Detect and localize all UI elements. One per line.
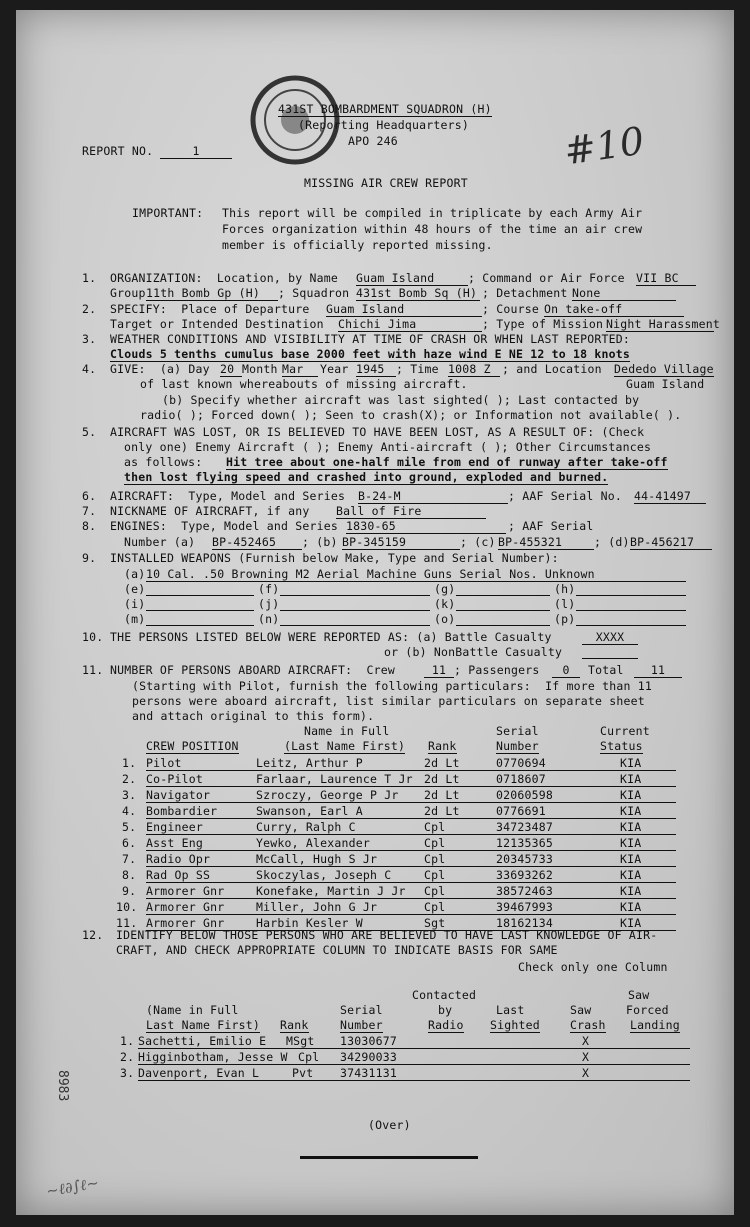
side-number: 8983 bbox=[55, 1070, 70, 1102]
crew-name: Swanson, Earl A bbox=[256, 804, 363, 818]
weapons-value: 10 Cal. .50 Browning M2 Aerial Machine Guns Serial Nos. Unknown bbox=[146, 567, 686, 582]
witness-header-contacted-top: Contacted bbox=[412, 988, 477, 1002]
weapons-letter-g: (g) bbox=[434, 582, 456, 596]
item-2-number: 2. bbox=[82, 302, 97, 316]
engines-label: ENGINES: Type, Model and Series bbox=[110, 519, 338, 533]
item-9-number: 9. bbox=[82, 551, 97, 565]
witness-header-forced-mid: Forced bbox=[626, 1003, 669, 1017]
target-value: Chichi Jima bbox=[338, 317, 482, 332]
crew-header-rank: Rank bbox=[428, 739, 457, 753]
weapons-line bbox=[146, 610, 254, 611]
witness-header-last-top: Last bbox=[496, 1003, 525, 1017]
crew-name: McCall, Hugh S Jr bbox=[256, 852, 378, 866]
crew-name: Yewko, Alexander bbox=[256, 836, 370, 850]
item-12-number: 12. bbox=[82, 928, 104, 942]
location-value: Dededo Village bbox=[614, 362, 714, 376]
row-line bbox=[146, 802, 676, 803]
row-line bbox=[146, 914, 676, 915]
crew-header-serial-top: Serial bbox=[496, 724, 539, 738]
aircraft-type-label: AIRCRAFT: Type, Model and Series bbox=[110, 489, 346, 503]
item-7-number: 7. bbox=[82, 504, 97, 518]
aircraft-serial-label: ; AAF Serial No. bbox=[508, 489, 622, 503]
organization-location: Guam Island bbox=[356, 271, 468, 286]
crew-status: KIA bbox=[620, 772, 642, 786]
struck-line bbox=[300, 1156, 478, 1159]
persons-line-2: (Starting with Pilot, furnish the following particulars: If more than 11 bbox=[132, 679, 653, 693]
crew-position: Armorer Gnr bbox=[146, 900, 225, 914]
total-count: 11 bbox=[634, 663, 682, 678]
item-1-label: ORGANIZATION: Location, by Name bbox=[110, 271, 338, 285]
item-3-number: 3. bbox=[82, 332, 97, 346]
important-line-1: This report will be compiled in triplicate by each Army Air bbox=[222, 206, 643, 220]
crew-serial: 12135365 bbox=[496, 836, 553, 850]
crew-status: KIA bbox=[620, 852, 642, 866]
witness-header-rank: Rank bbox=[280, 1018, 309, 1032]
witness-header-serial: Number bbox=[340, 1018, 383, 1032]
crew-row-number: 11. bbox=[116, 916, 138, 930]
time-label: ; Time bbox=[396, 362, 439, 376]
crew-header-status-top: Current bbox=[600, 724, 650, 738]
detachment-label: ; Detachment bbox=[482, 286, 568, 300]
important-line-2: Forces organization within 48 hours of the time an air crew bbox=[222, 222, 643, 236]
item-8-number: 8. bbox=[82, 519, 97, 533]
persons-line-4: and attach original to this form). bbox=[132, 709, 375, 723]
weapons-letter-o: (o) bbox=[434, 612, 456, 626]
crew-row-number: 4. bbox=[122, 804, 137, 818]
weapons-line bbox=[280, 625, 430, 626]
weapons-line bbox=[456, 625, 550, 626]
item-2-label: SPECIFY: Place of Departure bbox=[110, 302, 310, 316]
day-value: 20 bbox=[220, 362, 242, 377]
crew-status: KIA bbox=[620, 916, 642, 930]
witness-header-forced-top: Saw bbox=[628, 988, 650, 1002]
item-5-number: 5. bbox=[82, 425, 97, 439]
crew-serial: 02060598 bbox=[496, 788, 553, 802]
crew-rank: 2d Lt bbox=[424, 772, 460, 786]
crew-rank: 2d Lt bbox=[424, 756, 460, 770]
crew-name: Miller, John G Jr bbox=[256, 900, 378, 914]
weapons-line bbox=[576, 610, 686, 611]
weapons-letter-k: (k) bbox=[434, 597, 456, 611]
crew-row-number: 8. bbox=[122, 868, 137, 882]
weapons-letter-a: (a) bbox=[124, 567, 146, 581]
crew-name: Leitz, Arthur P bbox=[256, 756, 363, 770]
engine-d-value: BP-456217 bbox=[630, 535, 712, 550]
battle-casualty-mark: XXXX bbox=[582, 630, 638, 645]
squadron-label: ; Squadron bbox=[278, 286, 350, 300]
squadron-name: 431ST BOMBARDMENT SQUADRON (H) bbox=[278, 102, 492, 116]
handwritten-mark: #10 bbox=[561, 118, 647, 174]
crew-name: Skoczylas, Joseph C bbox=[256, 868, 392, 882]
crew-row-number: 5. bbox=[122, 820, 137, 834]
witness-serial: 37431131 bbox=[340, 1066, 397, 1080]
crew-rank: Cpl bbox=[424, 820, 446, 834]
lost-line-2: only one) Enemy Aircraft ( ); Enemy Anti-aircraft ( ); Other Circumstances bbox=[124, 440, 652, 454]
crew-name: Konefake, Martin J Jr bbox=[256, 884, 406, 898]
time-value: 1008 Z bbox=[448, 362, 500, 377]
row-line bbox=[146, 834, 676, 835]
give-line-4: radio( ); Forced down( ); Seen to crash(X); or Information not available( ). bbox=[140, 408, 682, 422]
crew-name: Farlaar, Laurence T Jr bbox=[256, 772, 413, 786]
witness-header-crash-top: Saw bbox=[570, 1003, 592, 1017]
crew-serial: 38572463 bbox=[496, 884, 553, 898]
crew-serial: 34723487 bbox=[496, 820, 553, 834]
crew-status: KIA bbox=[620, 884, 642, 898]
engine-b-value: BP-345159 bbox=[342, 535, 460, 550]
engine-c-label: ; (c) bbox=[460, 535, 496, 549]
crew-count: 11 bbox=[424, 663, 454, 678]
detachment-value: None bbox=[572, 286, 676, 301]
engines-type-value: 1830-65 bbox=[346, 519, 506, 534]
crew-rank: Cpl bbox=[424, 868, 446, 882]
identify-line-2: CRAFT, AND CHECK APPROPRIATE COLUMN TO INDICATE BASIS FOR SAME bbox=[116, 943, 558, 957]
course-value: On take-off bbox=[544, 302, 684, 317]
location-value-2: Guam Island bbox=[626, 377, 705, 391]
crew-row-number: 6. bbox=[122, 836, 137, 850]
crew-status: KIA bbox=[620, 804, 642, 818]
handwritten-signature-icon: ~ℓ∂∫ℓ~ bbox=[44, 1173, 101, 1201]
weapons-line bbox=[576, 625, 686, 626]
witness-name: Sachetti, Emilio E bbox=[138, 1034, 267, 1048]
crew-serial: 0776691 bbox=[496, 804, 546, 818]
identify-line-1: IDENTIFY BELOW THOSE PERSONS WHO ARE BELIEVED TO HAVE LAST KNOWLEDGE OF AIR- bbox=[116, 928, 658, 942]
witness-name: Higginbotham, Jesse W bbox=[138, 1050, 288, 1064]
witness-rank: Cpl bbox=[298, 1050, 320, 1064]
course-label: ; Course bbox=[482, 302, 539, 316]
crew-row-number: 2. bbox=[122, 772, 137, 786]
crew-status: KIA bbox=[620, 900, 642, 914]
casualty-line-2: or (b) NonBattle Casualty bbox=[384, 645, 563, 659]
crew-serial: 0718607 bbox=[496, 772, 546, 786]
departure-value: Guam Island bbox=[326, 302, 482, 317]
row-line bbox=[138, 1064, 690, 1065]
crew-position: Engineer bbox=[146, 820, 203, 834]
witness-header-crash: Crash bbox=[570, 1018, 606, 1032]
row-line bbox=[146, 882, 676, 883]
weapons-line bbox=[576, 595, 686, 596]
important-label: IMPORTANT: bbox=[132, 206, 204, 220]
witness-header-contacted: Radio bbox=[428, 1018, 464, 1032]
witness-header-name: Last Name First) bbox=[146, 1018, 260, 1032]
weapons-letter-j: (j) bbox=[258, 597, 280, 611]
crew-status: KIA bbox=[620, 836, 642, 850]
crew-position: Bombardier bbox=[146, 804, 218, 818]
crew-position: Asst Eng bbox=[146, 836, 203, 850]
crew-status: KIA bbox=[620, 868, 642, 882]
crew-rank: 2d Lt bbox=[424, 788, 460, 802]
location-label: ; and Location bbox=[502, 362, 602, 376]
document-sheet bbox=[16, 10, 734, 1215]
witness-header-forced: Landing bbox=[630, 1018, 680, 1032]
crew-row-number: 10. bbox=[116, 900, 138, 914]
weapons-line bbox=[280, 610, 430, 611]
weapons-line bbox=[146, 625, 254, 626]
witness-saw-crash: X bbox=[582, 1066, 590, 1080]
engine-a-value: BP-452465 bbox=[212, 535, 302, 550]
aircraft-serial-value: 44-41497 bbox=[634, 489, 706, 504]
crew-position: Co-Pilot bbox=[146, 772, 203, 786]
crew-serial: 39467993 bbox=[496, 900, 553, 914]
crew-header-serial: Number bbox=[496, 739, 539, 753]
row-line bbox=[146, 850, 676, 851]
over-note: (Over) bbox=[368, 1118, 411, 1132]
item-11-number: 11. bbox=[82, 663, 104, 677]
weapons-line bbox=[456, 610, 550, 611]
crew-header-position: CREW POSITION bbox=[146, 739, 239, 753]
command-value: VII BC bbox=[636, 271, 696, 286]
passengers-label: ; Passengers bbox=[454, 663, 540, 677]
crew-status: KIA bbox=[620, 820, 642, 834]
weapons-label: INSTALLED WEAPONS (Furnish below Make, Type and Serial Number): bbox=[110, 551, 559, 565]
year-label: Year bbox=[320, 362, 349, 376]
report-number-label: REPORT NO. bbox=[82, 144, 154, 158]
engine-c-value: BP-455321 bbox=[498, 535, 594, 550]
crew-name: Harbin Kesler W bbox=[256, 916, 363, 930]
crew-position: Radio Opr bbox=[146, 852, 211, 866]
reporting-headquarters: (Reporting Headquarters) bbox=[298, 118, 469, 132]
crew-row-number: 1. bbox=[122, 756, 137, 770]
year-value: 1945 bbox=[356, 362, 396, 377]
engines-serial-label: ; AAF Serial bbox=[508, 519, 594, 533]
apo-number: APO 246 bbox=[348, 134, 398, 148]
weapons-letter-l: (l) bbox=[554, 597, 576, 611]
important-line-3: member is officially reported missing. bbox=[222, 238, 493, 252]
give-label: GIVE: (a) Day bbox=[110, 362, 210, 376]
passengers-count: 0 bbox=[552, 663, 580, 678]
crew-position: Armorer Gnr bbox=[146, 916, 225, 930]
engine-b-label: ; (b) bbox=[302, 535, 338, 549]
aircraft-type-value: B-24-M bbox=[358, 489, 508, 504]
crew-header-name-top: Name in Full bbox=[304, 724, 390, 738]
witness-row-number: 1. bbox=[120, 1034, 135, 1048]
weapons-letter-f: (f) bbox=[258, 582, 280, 596]
nickname-label: NICKNAME OF AIRCRAFT, if any bbox=[110, 504, 310, 518]
lost-value-2: then lost flying speed and crashed into ground, exploded and burned. bbox=[124, 470, 609, 484]
month-value: Mar bbox=[282, 362, 318, 377]
engine-number-label: Number (a) bbox=[124, 535, 196, 549]
crew-position: Pilot bbox=[146, 756, 182, 770]
nickname-value: Ball of Fire bbox=[336, 504, 486, 519]
crew-rank: Cpl bbox=[424, 884, 446, 898]
witness-saw-crash: X bbox=[582, 1034, 590, 1048]
witness-header-serial-top: Serial bbox=[340, 1003, 383, 1017]
crew-rank: Sgt bbox=[424, 916, 446, 930]
persons-label: NUMBER OF PERSONS ABOARD AIRCRAFT: Crew bbox=[110, 663, 395, 677]
crew-status: KIA bbox=[620, 788, 642, 802]
row-line bbox=[146, 770, 676, 771]
row-line bbox=[146, 786, 676, 787]
report-title: MISSING AIR CREW REPORT bbox=[304, 176, 468, 190]
witness-rank: Pvt bbox=[292, 1066, 314, 1080]
weather-value: Clouds 5 tenths cumulus base 2000 feet with haze wind E NE 12 to 18 knots bbox=[110, 347, 631, 361]
row-line bbox=[138, 1080, 690, 1081]
give-line-2: of last known whereabouts of missing aircraft. bbox=[140, 377, 468, 391]
crew-name: Szroczy, George P Jr bbox=[256, 788, 399, 802]
weapons-letter-e: (e) bbox=[124, 582, 146, 596]
weapons-letter-i: (i) bbox=[124, 597, 146, 611]
witness-header-name-top: (Name in Full bbox=[146, 1003, 239, 1017]
mission-label: ; Type of Mission bbox=[482, 317, 604, 331]
casualty-line-1: THE PERSONS LISTED BELOW WERE REPORTED AS: (a) Battle Casualty bbox=[110, 630, 552, 644]
crew-header-name: (Last Name First) bbox=[284, 739, 406, 753]
weapons-letter-p: (p) bbox=[554, 612, 576, 626]
witness-rank: MSgt bbox=[286, 1034, 315, 1048]
crew-row-number: 9. bbox=[122, 884, 137, 898]
lost-line-3: as follows: bbox=[124, 455, 203, 469]
nonbattle-casualty-line bbox=[582, 658, 638, 659]
total-label: Total bbox=[588, 663, 624, 677]
weapons-letter-m: (m) bbox=[124, 612, 146, 626]
crew-rank: Cpl bbox=[424, 900, 446, 914]
witness-header-contacted-mid: by bbox=[438, 1003, 453, 1017]
item-1-number: 1. bbox=[82, 271, 97, 285]
weapons-letter-h: (h) bbox=[554, 582, 576, 596]
item-6-number: 6. bbox=[82, 489, 97, 503]
crew-name: Curry, Ralph C bbox=[256, 820, 356, 834]
crew-position: Navigator bbox=[146, 788, 211, 802]
witness-row-number: 3. bbox=[120, 1066, 135, 1080]
crew-rank: Cpl bbox=[424, 852, 446, 866]
crew-row-number: 3. bbox=[122, 788, 137, 802]
report-number: 1 bbox=[160, 144, 232, 159]
crew-row-number: 7. bbox=[122, 852, 137, 866]
row-line bbox=[138, 1048, 690, 1049]
witness-serial: 34290033 bbox=[340, 1050, 397, 1064]
crew-serial: 0770694 bbox=[496, 756, 546, 770]
squadron-value: 431st Bomb Sq (H) bbox=[356, 286, 480, 301]
group-label: Group bbox=[110, 286, 146, 300]
weapons-line bbox=[280, 595, 430, 596]
crew-position: Armorer Gnr bbox=[146, 884, 225, 898]
month-label: Month bbox=[242, 362, 278, 376]
crew-rank: 2d Lt bbox=[424, 804, 460, 818]
crew-position: Rad Op SS bbox=[146, 868, 211, 882]
command-label: ; Command or Air Force bbox=[468, 271, 625, 285]
row-line bbox=[146, 818, 676, 819]
crew-serial: 20345733 bbox=[496, 852, 553, 866]
witness-saw-crash: X bbox=[582, 1050, 590, 1064]
target-label: Target or Intended Destination bbox=[110, 317, 324, 331]
row-line bbox=[146, 898, 676, 899]
group-value: 11th Bomb Gp (H) bbox=[146, 286, 278, 301]
weapons-line bbox=[456, 595, 550, 596]
weather-label: WEATHER CONDITIONS AND VISIBILITY AT TIME OF CRASH OR WHEN LAST REPORTED: bbox=[110, 332, 631, 346]
weapons-line bbox=[146, 595, 254, 596]
give-line-3: (b) Specify whether aircraft was last sighted( ); Last contacted by bbox=[162, 393, 640, 407]
crew-status: KIA bbox=[620, 756, 642, 770]
engine-d-label: ; (d) bbox=[594, 535, 630, 549]
witness-serial: 13030677 bbox=[340, 1034, 397, 1048]
persons-line-3: persons were aboard aircraft, list similar particulars on separate sheet bbox=[132, 694, 645, 708]
crew-serial: 18162134 bbox=[496, 916, 553, 930]
crew-rank: Cpl bbox=[424, 836, 446, 850]
witness-header-last: Sighted bbox=[490, 1018, 540, 1032]
mission-value: Night Harassment bbox=[606, 317, 720, 331]
crew-serial: 33693262 bbox=[496, 868, 553, 882]
crew-header-status: Status bbox=[600, 739, 643, 753]
lost-line-1: AIRCRAFT WAS LOST, OR IS BELIEVED TO HAVE BEEN LOST, AS A RESULT OF: (Check bbox=[110, 425, 645, 439]
witness-name: Davenport, Evan L bbox=[138, 1066, 260, 1080]
item-4-number: 4. bbox=[82, 362, 97, 376]
witness-row-number: 2. bbox=[120, 1050, 135, 1064]
row-line bbox=[146, 866, 676, 867]
check-one-column: Check only one Column bbox=[518, 960, 668, 974]
item-10-number: 10. bbox=[82, 630, 104, 644]
lost-value-1: Hit tree about one-half mile from end of runway after take-off bbox=[226, 455, 668, 469]
weapons-letter-n: (n) bbox=[258, 612, 280, 626]
